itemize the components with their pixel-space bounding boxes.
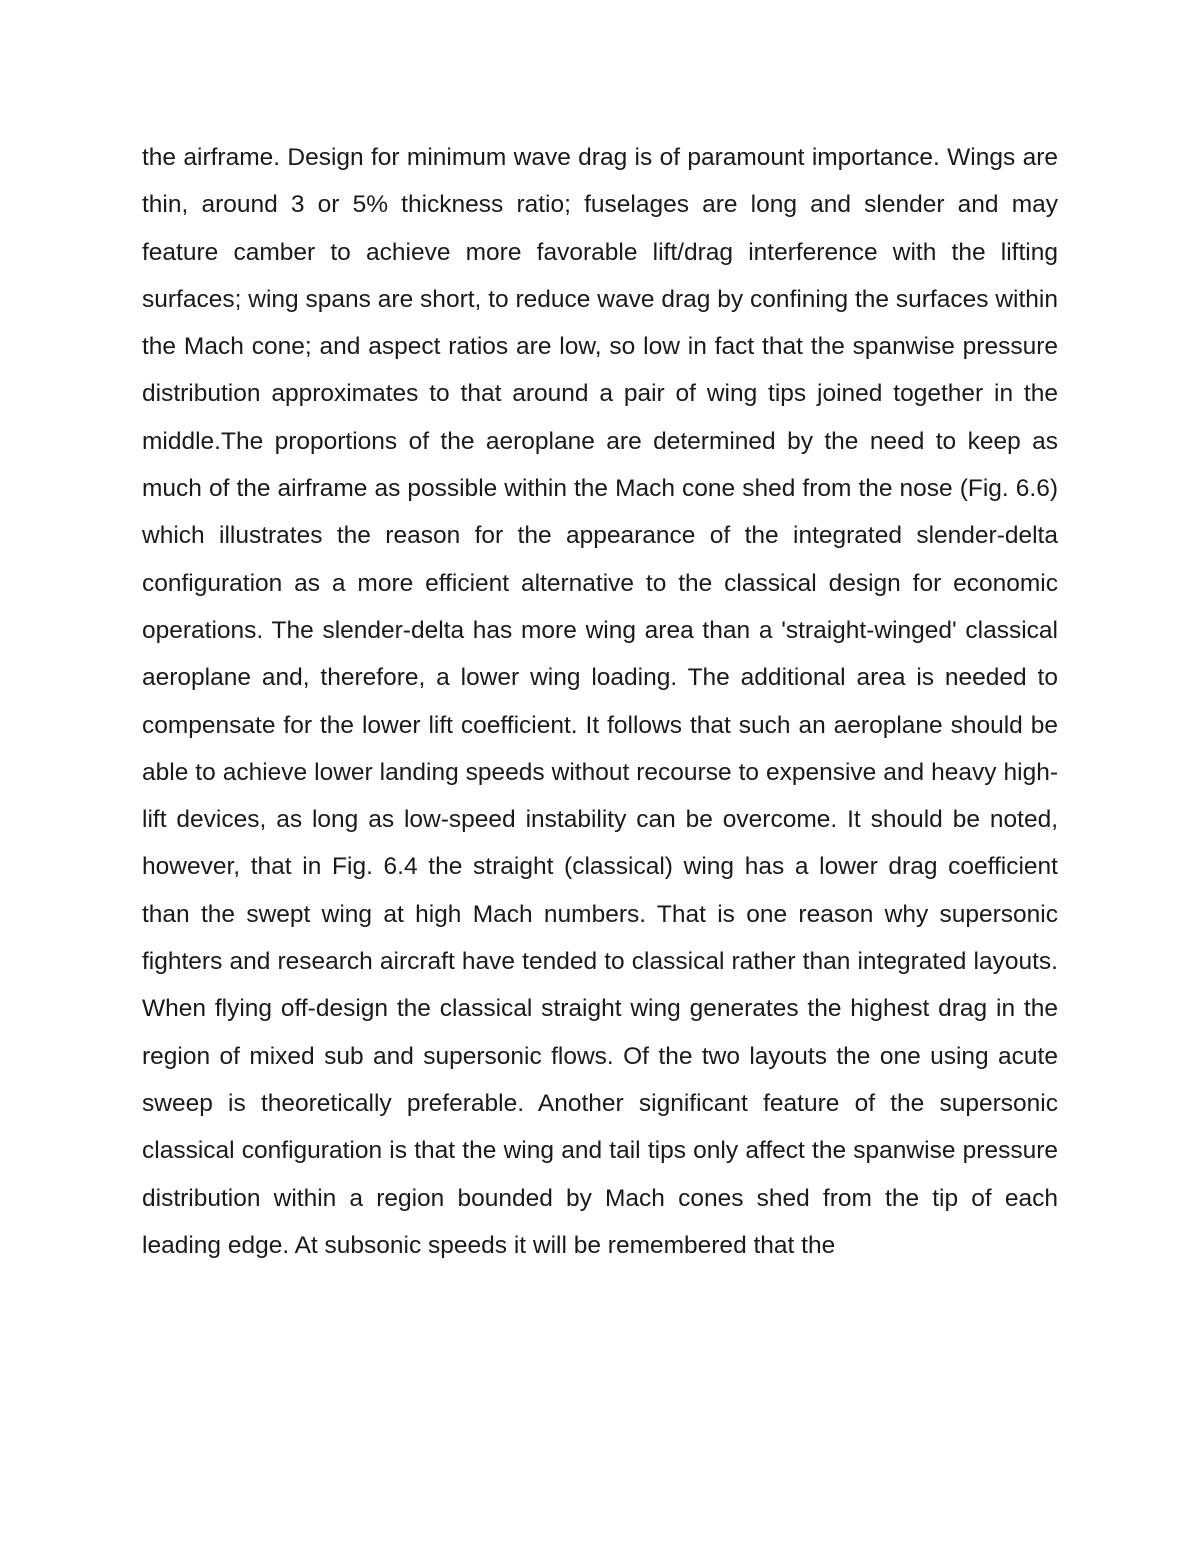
body-paragraph: the airframe. Design for minimum wave drag is of paramount importance. Wings are thin, around 3 or 5% thickness ratio; fuselages are long and slender and may feature camber to achieve more favorable lift/drag interference with the lifting surfaces; wing spans are short, to reduce wave drag by confining the surfaces within the Mach cone; and aspect ratios are low, so low in fact that the spanwise pressure distribution approximates to that around a pair of wing tips joined together in the middle.The proportions of the aeroplane are determined by the need to keep as much of the airframe as possible within the Mach cone shed from the nose (Fig. 6.6) which illustrates the reason for the appearance of the integrated slender-delta configuration as a more efficient alternative to the classical design for economic operations. The slender-delta has more wing area than a 'straight-winged' classical aeroplane and, therefore, a lower wing loading. The additional area is needed to compensate for the lower lift coefficient. It follows that such an aeroplane should be able to achieve lower landing speeds without recourse to expensive and heavy high-lift devices, as long as low-speed instability can be overcome. It should be noted, however, that in Fig. 6.4 the straight (classical) wing has a lower drag coefficient than the swept wing at high Mach numbers. That is one reason why supersonic fighters and research aircraft have tended to classical rather than integrated layouts. When flying off-design the classical straight wing generates the highest drag in the region of mixed sub and supersonic flows. Of the two layouts the one using acute sweep is theoretically preferable. Another significant feature of the supersonic classical configuration is that the wing and tail tips only affect the spanwise pressure distribution within a region bounded by Mach cones shed from the tip of each leading edge. At subsonic speeds it will be remembered that the bbox=[142, 144, 1058, 1259]
